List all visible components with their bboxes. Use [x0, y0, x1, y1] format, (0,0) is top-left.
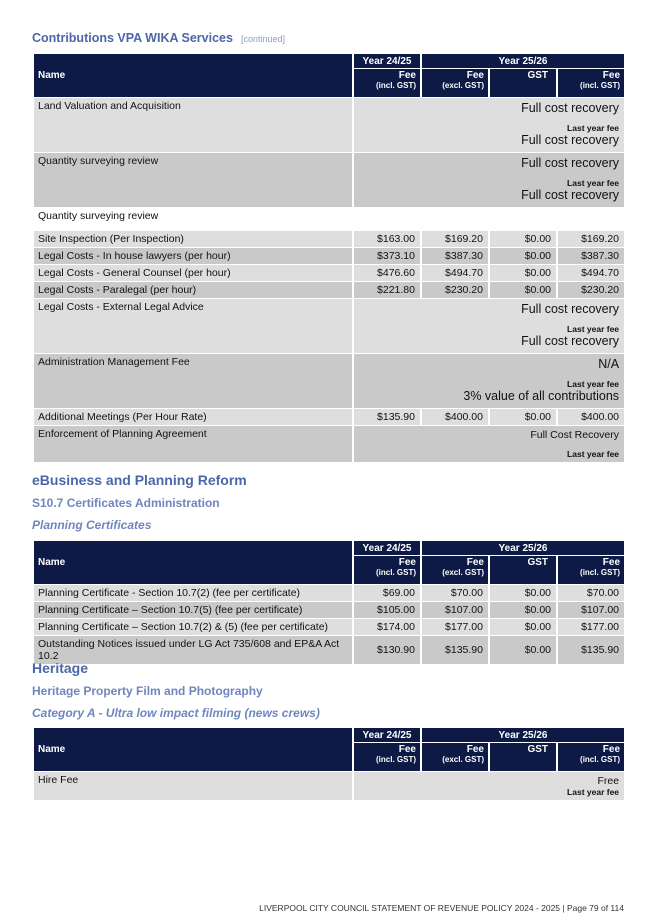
subsection-heading-heritage-film: Heritage Property Film and Photography	[32, 684, 263, 698]
row-name: Legal Costs - General Counsel (per hour)	[34, 265, 352, 281]
table-row	[34, 619, 624, 635]
row-fee-excl: $70.00	[422, 585, 488, 601]
table-row	[34, 409, 624, 425]
heritage-fee-table	[32, 727, 626, 801]
category-heading-category-a: Category A - Ultra low impact filming (news crews)	[32, 706, 320, 720]
row-gst: $0.00	[490, 409, 556, 425]
header-fee-incl-prev: Fee (incl. GST)	[354, 743, 420, 771]
page-footer: LIVERPOOL CITY COUNCIL STATEMENT OF REVENUE POLICY 2024 - 2025 | Page 79 of 114	[259, 903, 624, 913]
row-fee-prev: $163.00	[354, 231, 420, 247]
row-subheading: Quantity surveying review	[34, 208, 624, 230]
row-fee-incl: $230.20	[558, 282, 624, 298]
header-year-prev: Year 24/25	[354, 728, 420, 742]
section-heading-ebusiness: eBusiness and Planning Reform	[32, 472, 247, 488]
row-name: Additional Meetings (Per Hour Rate)	[34, 409, 352, 425]
row-name: Legal Costs - External Legal Advice	[34, 299, 352, 353]
continued-label: [continued]	[240, 34, 285, 44]
row-gst: $0.00	[490, 585, 556, 601]
row-fee-excl: $169.20	[422, 231, 488, 247]
table-row	[34, 282, 624, 298]
row-gst: $0.00	[490, 231, 556, 247]
table-row	[34, 98, 624, 152]
header-fee-excl: Fee (excl. GST)	[422, 743, 488, 771]
table-row	[34, 231, 624, 247]
row-name: Hire Fee	[34, 772, 352, 800]
header-gst: GST	[490, 743, 556, 771]
row-fee-incl: $177.00	[558, 619, 624, 635]
row-name: Legal Costs - In house lawyers (per hour)	[34, 248, 352, 264]
table-subheading-row	[34, 208, 624, 230]
subsection-heading-s107: S10.7 Certificates Administration	[32, 496, 220, 510]
row-fee-text: Full cost recovery Last year fee Full cost recovery	[354, 153, 624, 207]
row-fee-excl: $135.90	[422, 636, 488, 664]
row-name: Site Inspection (Per Inspection)	[34, 231, 352, 247]
row-name: Administration Management Fee	[34, 354, 352, 408]
row-name: Enforcement of Planning Agreement	[34, 426, 352, 462]
row-fee-text: Full cost recovery Last year fee Full cost recovery	[354, 299, 624, 353]
row-fee-incl: $169.20	[558, 231, 624, 247]
table-row	[34, 248, 624, 264]
row-name: Legal Costs - Paralegal (per hour)	[34, 282, 352, 298]
row-fee-text: Full Cost Recovery Last year fee	[354, 426, 624, 462]
header-year-prev: Year 24/25	[354, 541, 420, 555]
header-gst: GST	[490, 69, 556, 97]
table-row	[34, 426, 624, 462]
table-row	[34, 585, 624, 601]
row-fee-incl: $107.00	[558, 602, 624, 618]
row-name: Outstanding Notices issued under LG Act 735/608 and EP&A Act 10.2	[34, 636, 352, 664]
header-name: Name	[34, 728, 352, 771]
row-fee-prev: $135.90	[354, 409, 420, 425]
header-fee-incl: Fee (incl. GST)	[558, 69, 624, 97]
table-row	[34, 602, 624, 618]
category-heading-planning-certificates: Planning Certificates	[32, 518, 152, 532]
section-title: Contributions VPA WIKA Services [continued]	[32, 31, 285, 45]
row-fee-prev: $476.60	[354, 265, 420, 281]
header-fee-excl: Fee (excl. GST)	[422, 69, 488, 97]
table-row	[34, 265, 624, 281]
row-fee-incl: $135.90	[558, 636, 624, 664]
header-fee-incl-prev: Fee (incl. GST)	[354, 556, 420, 584]
row-gst: $0.00	[490, 619, 556, 635]
row-fee-prev: $373.10	[354, 248, 420, 264]
row-name: Planning Certificate – Section 10.7(5) (fee per certificate)	[34, 602, 352, 618]
row-name: Quantity surveying review	[34, 153, 352, 207]
header-name: Name	[34, 541, 352, 584]
row-name: Planning Certificate – Section 10.7(2) & (5) (fee per certificate)	[34, 619, 352, 635]
header-name: Name	[34, 54, 352, 97]
row-fee-text: Free Last year fee	[354, 772, 624, 800]
row-fee-excl: $107.00	[422, 602, 488, 618]
header-year-curr: Year 25/26	[422, 728, 624, 742]
row-fee-prev: $69.00	[354, 585, 420, 601]
row-fee-incl: $400.00	[558, 409, 624, 425]
row-fee-prev: $174.00	[354, 619, 420, 635]
table-row	[34, 153, 624, 207]
header-gst: GST	[490, 556, 556, 584]
row-gst: $0.00	[490, 265, 556, 281]
header-fee-excl: Fee (excl. GST)	[422, 556, 488, 584]
row-fee-excl: $177.00	[422, 619, 488, 635]
table-row	[34, 354, 624, 408]
header-fee-incl-prev: Fee (incl. GST)	[354, 69, 420, 97]
row-fee-text: Full cost recovery Last year fee Full cost recovery	[354, 98, 624, 152]
table-row	[34, 772, 624, 800]
header-year-curr: Year 25/26	[422, 54, 624, 68]
header-fee-incl: Fee (incl. GST)	[558, 743, 624, 771]
row-gst: $0.00	[490, 636, 556, 664]
header-year-curr: Year 25/26	[422, 541, 624, 555]
row-fee-incl: $494.70	[558, 265, 624, 281]
row-fee-excl: $387.30	[422, 248, 488, 264]
row-fee-text: N/A Last year fee 3% value of all contributions	[354, 354, 624, 408]
row-name: Planning Certificate - Section 10.7(2) (fee per certificate)	[34, 585, 352, 601]
contributions-fee-table	[32, 53, 626, 463]
row-gst: $0.00	[490, 282, 556, 298]
row-gst: $0.00	[490, 248, 556, 264]
table-row	[34, 636, 624, 664]
row-name: Land Valuation and Acquisition	[34, 98, 352, 152]
row-fee-prev: $105.00	[354, 602, 420, 618]
row-fee-excl: $230.20	[422, 282, 488, 298]
section-heading-heritage: Heritage	[32, 660, 89, 676]
header-year-prev: Year 24/25	[354, 54, 420, 68]
row-fee-excl: $494.70	[422, 265, 488, 281]
row-gst: $0.00	[490, 602, 556, 618]
row-fee-prev: $130.90	[354, 636, 420, 664]
row-fee-incl: $387.30	[558, 248, 624, 264]
header-fee-incl: Fee (incl. GST)	[558, 556, 624, 584]
table-row	[34, 299, 624, 353]
row-fee-excl: $400.00	[422, 409, 488, 425]
row-fee-prev: $221.80	[354, 282, 420, 298]
planning-certificates-table	[32, 540, 626, 665]
row-fee-incl: $70.00	[558, 585, 624, 601]
